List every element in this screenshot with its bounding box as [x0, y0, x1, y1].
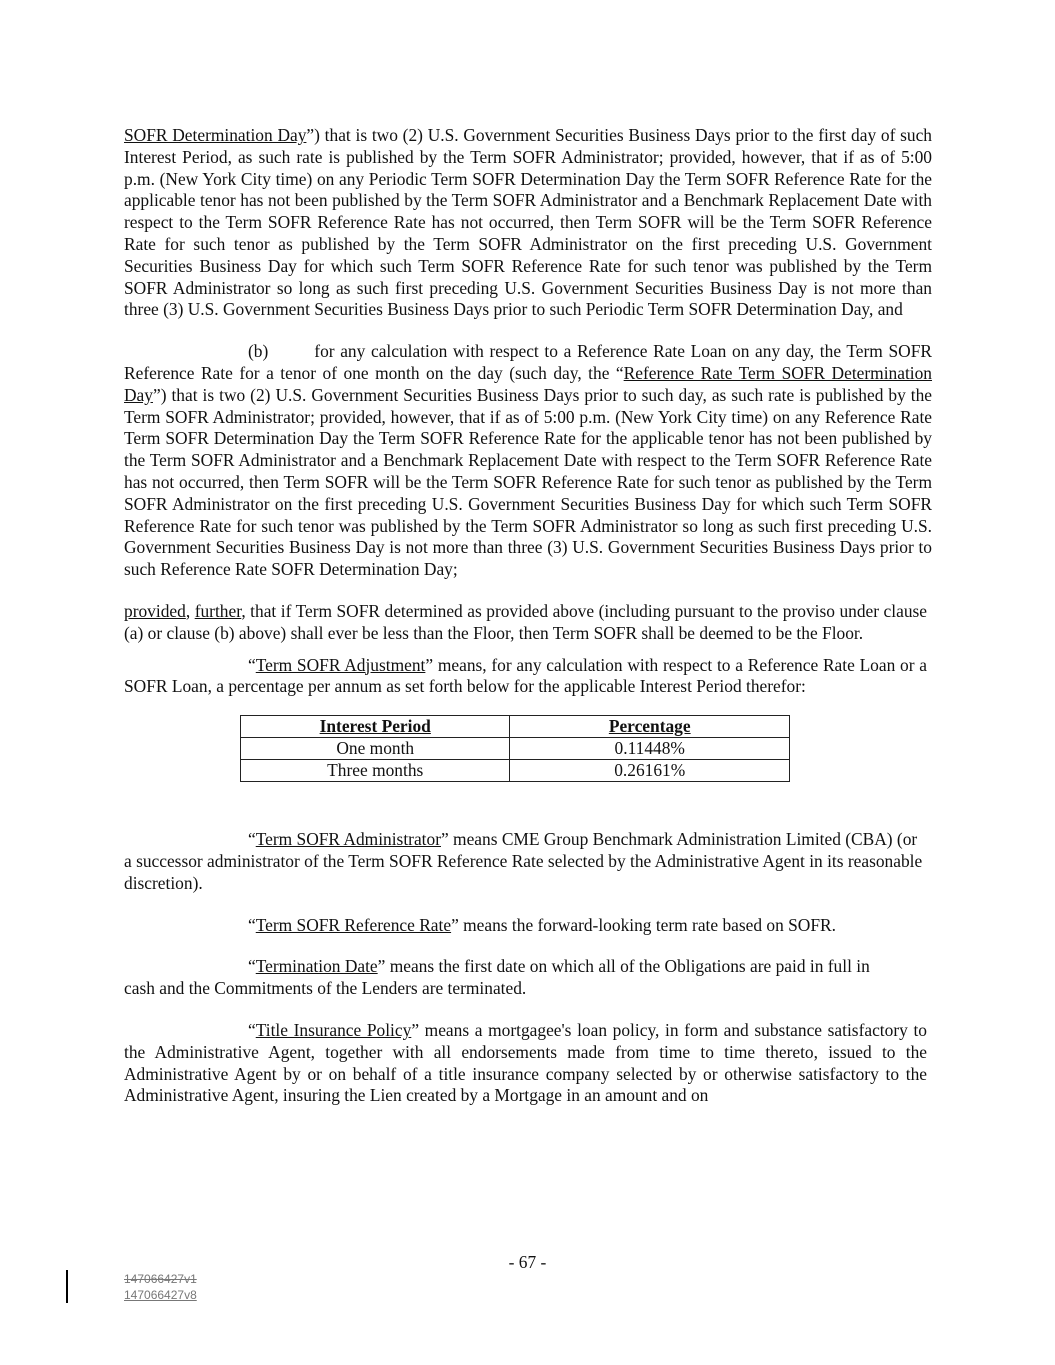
revision-change-bar: [66, 1270, 68, 1303]
open-quote: “: [248, 956, 256, 977]
definition-term-sofr-reference-rate: [124, 915, 927, 937]
defined-term: Termination Date: [255, 956, 378, 977]
table-header: Percentage: [510, 716, 790, 738]
definition-termination-date: [124, 956, 905, 1000]
defined-term: SOFR Determination Day: [124, 125, 307, 145]
paragraph-text: for any calculation with respect to a Reference Rate Loan on any day, the Term SOFR Reference Rate for a tenor of one month on the day (such day, the “: [124, 341, 932, 383]
interest-period-table: [240, 715, 790, 782]
definition-term-sofr-adjustment: [124, 655, 927, 699]
defined-term: Term SOFR Reference Rate: [255, 914, 452, 935]
defined-term: Term SOFR Adjustment: [255, 654, 426, 675]
table-row: [241, 738, 790, 760]
table-cell: 0.11448%: [510, 738, 790, 760]
open-quote: “: [248, 914, 256, 935]
open-quote: “: [248, 654, 256, 675]
paragraph-text: ” means the forward-looking term rate based on SOFR.: [451, 914, 836, 935]
definition-title-insurance-policy: [124, 1020, 927, 1107]
proviso-word: further: [194, 600, 242, 621]
open-quote: “: [248, 1019, 256, 1040]
doc-id-deleted: 147066427v1: [124, 1272, 197, 1286]
definition-term-sofr-administrator: [124, 829, 927, 894]
table-cell: One month: [241, 738, 510, 760]
paragraph-text: ” means the first date on which all of the Obligations are paid in full in cash and the Commitments of the Lenders are terminated.: [124, 956, 870, 999]
page-number: - 67 -: [508, 1252, 547, 1272]
paragraph-a-continuation: [124, 125, 932, 321]
table-row: [241, 760, 790, 782]
table-cell: 0.26161%: [510, 760, 790, 782]
paragraph-b: [124, 341, 932, 581]
table-header-row: [241, 716, 790, 738]
proviso-word: provided: [124, 600, 186, 621]
table-cell: Three months: [241, 760, 510, 782]
paragraph-text: ” means a mortgagee's loan policy, in form and substance satisfactory to the Administrative Agent, together with all endorsements made from time to time thereto, issued to the Administrative Agent by or on behalf of a title insurance company selected by or otherwise satisfactory to the Administrative Agent, insuring the Lien created by a Mortgage in an amount and on: [124, 1019, 927, 1106]
separator: ,: [185, 600, 195, 621]
paragraph-text: ”) that is two (2) U.S. Government Securities Business Days prior to such day, as such rate is published by the Term SOFR Administrator; provided, however, that if as of 5:00 p.m. (New York City time) on any Reference Rate Term SOFR Determination Day the Term SOFR Reference Rate for the applicable tenor has not been published by the Term SOFR Administrator and a Benchmark Replacement Date with respect to the Term SOFR Reference Rate has not occurred, then Term SOFR will be the Term SOFR Reference Rate for such tenor as published by the Term SOFR Administrator on the first preceding U.S. Government Securities Business Day for which such Term SOFR Reference Rate for such tenor was published by the Term SOFR Administrator so long as such first preceding U.S. Government Securities Business Day is not more than three (3) U.S. Government Securities Business Days prior to such Reference Rate SOFR Determination Day;: [124, 384, 932, 580]
paragraph-text: , that if Term SOFR determined as provided above (including pursuant to the proviso under clause (a) or clause (b) above) shall ever be less than the Floor, then Term SOFR shall be deemed to be the Floor.: [124, 600, 927, 643]
open-quote: “: [248, 829, 256, 850]
paragraph-text: ” means CME Group Benchmark Administration Limited (CBA) (or a successor administrator of the Term SOFR Reference Rate selected by the Administrative Agent in its reasonable discretion).: [124, 829, 923, 893]
defined-term: Reference Rate Term SOFR Determination Day: [124, 362, 933, 405]
document-body: [124, 125, 932, 1107]
clause-label: (b): [248, 341, 269, 362]
table-header: Interest Period: [241, 716, 510, 738]
proviso-paragraph: [124, 601, 927, 645]
doc-id-inserted: 147066427v8: [124, 1288, 197, 1302]
defined-term: Title Insurance Policy: [255, 1019, 412, 1040]
paragraph-text: ” means, for any calculation with respect to a Reference Rate Loan or a SOFR Loan, a percentage per annum as set forth below for the applicable Interest Period therefor:: [124, 654, 928, 697]
paragraph-text: ”) that is two (2) U.S. Government Securities Business Days prior to the first day of such Interest Period, as such rate is published by the Term SOFR Administrator; provided, however, that if as of 5:00 p.m. (New York City time) on any Periodic Term SOFR Determination Day the Term SOFR Reference Rate for the applicable tenor has not been published by the Term SOFR Administrator and a Benchmark Replacement Date with respect to the Term SOFR Reference Rate has not occurred, then Term SOFR will be the Term SOFR Reference Rate for such tenor as published by the Term SOFR Administrator on the first preceding U.S. Government Securities Business Day for which such Term SOFR Reference Rate for such tenor was published by the Term SOFR Administrator so long as such first preceding U.S. Government Securities Business Day is not more than three (3) U.S. Government Securities Business Days prior to such Periodic Term SOFR Determination Day, and: [124, 125, 932, 320]
defined-term: Term SOFR Administrator: [255, 829, 441, 850]
